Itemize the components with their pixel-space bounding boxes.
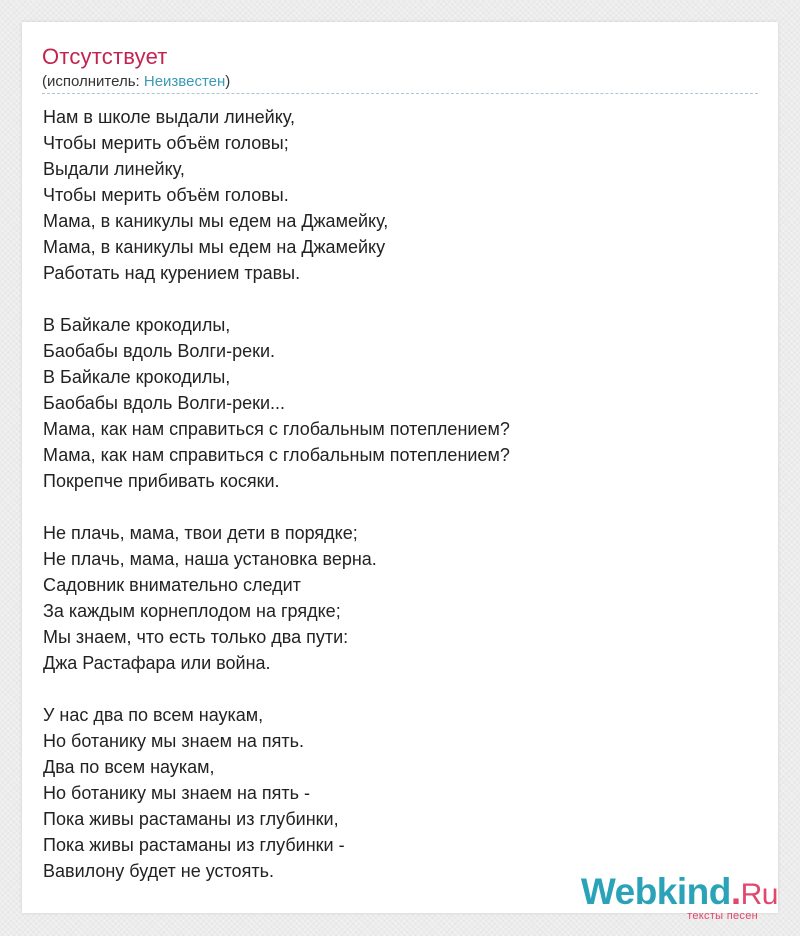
song-title: Отсутствует — [42, 44, 168, 69]
lyrics-text — [43, 104, 743, 910]
lyric-line: У нас два по всем наукам, — [43, 705, 264, 725]
lyric-line: Вавилону будет не устоять. — [43, 861, 274, 881]
lyric-stanza — [43, 104, 743, 286]
lyric-line: Не плачь, мама, наша установка верна. — [43, 549, 377, 569]
lyric-line: За каждым корнеплодом на грядке; — [43, 601, 341, 621]
lyric-line: Мама, в каникулы мы едем на Джамейку, — [43, 211, 389, 231]
lyric-line: Чтобы мерить объём головы. — [43, 185, 289, 205]
artist-line — [42, 73, 230, 91]
lyric-line: Баобабы вдоль Волги-реки... — [43, 393, 286, 413]
lyric-line: Мы знаем, что есть только два пути: — [43, 627, 349, 647]
lyric-line: Мама, как нам справиться с глобальным потеплением? — [43, 445, 510, 465]
lyric-line: Не плачь, мама, твои дети в порядке; — [43, 523, 358, 543]
lyric-line: Пока живы растаманы из глубинки, — [43, 809, 339, 829]
webkind-logo[interactable] — [578, 872, 778, 928]
lyric-stanza — [43, 702, 743, 884]
lyric-line: В Байкале крокодилы, — [43, 367, 231, 387]
logo-tagline: тексты песен — [687, 910, 758, 922]
lyric-line: Покрепче прибивать косяки. — [43, 471, 280, 491]
lyric-line: Мама, в каникулы мы едем на Джамейку — [43, 237, 386, 257]
logo-brand: Webkind — [580, 871, 731, 912]
lyric-line: Садовник внимательно следит — [43, 575, 301, 595]
lyric-stanza — [43, 520, 743, 676]
lyric-line: Но ботанику мы знаем на пять - — [43, 783, 311, 803]
lyric-line: Джа Растафара или война. — [43, 653, 271, 673]
artist-suffix: ) — [225, 73, 231, 90]
lyric-line: Работать над курением травы. — [43, 263, 301, 283]
lyrics-card — [22, 22, 778, 913]
lyric-line: Но ботанику мы знаем на пять. — [43, 731, 305, 751]
logo-dot: . — [730, 871, 741, 912]
lyric-line: Пока живы растаманы из глубинки - — [43, 835, 345, 855]
lyric-line: Баобабы вдоль Волги-реки. — [43, 341, 276, 361]
logo-wordmark — [581, 872, 778, 915]
lyric-stanza — [43, 312, 743, 494]
logo-tld: Ru — [740, 878, 778, 911]
lyric-line: Два по всем наукам, — [43, 757, 215, 777]
title-divider — [42, 93, 758, 94]
artist-link[interactable]: Неизвестен — [143, 73, 226, 90]
lyric-line: Чтобы мерить объём головы; — [43, 133, 289, 153]
lyric-line: Нам в школе выдали линейку, — [43, 107, 296, 127]
artist-prefix: (исполнитель: — [42, 73, 144, 90]
lyric-line: Выдали линейку, — [43, 159, 185, 179]
lyric-line: Мама, как нам справиться с глобальным потеплением? — [43, 419, 510, 439]
lyric-line: В Байкале крокодилы, — [43, 315, 231, 335]
